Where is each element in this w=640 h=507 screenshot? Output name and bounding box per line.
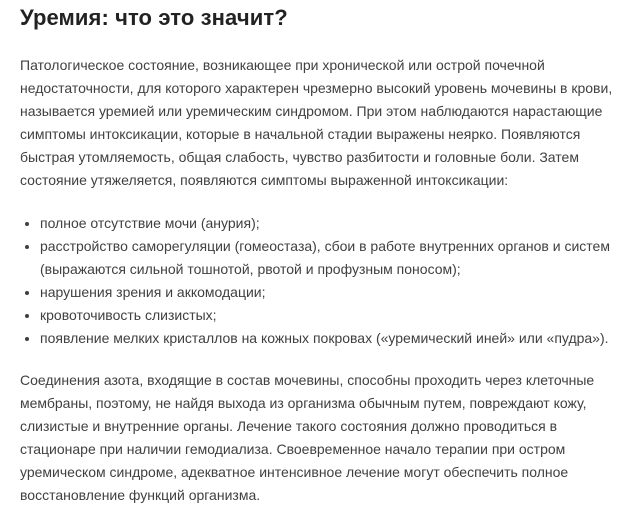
list-item: полное отсутствие мочи (анурия); [20,212,620,235]
list-item: нарушения зрения и аккомодации; [20,281,620,304]
list-item: расстройство саморегуляции (гомеостаза), сбои в работе внутренних органов и систем (выражаются сильной тошнотой, рвотой и профузным поносом); [20,235,620,281]
intro-paragraph: Патологическое состояние, возникающее при хронической или острой почечной недостаточности, для которого характерен чрезмерно высокий уровень мочевины в крови, называется уремией или уремическим синдромом. При этом наблюдаются нарастающие симптомы интоксикации, которые в начальной стадии выражены неярко. Появляются быстрая утомляемость, общая слабость, чувство разбитости и головные боли. Затем состояние утяжеляется, появляются симптомы выраженной интоксикации: [20,57,613,188]
list-item: появление мелких кристаллов на кожных покровах («уремический иней» или «пудра»). [20,327,620,350]
list-item: кровоточивость слизистых; [20,304,620,327]
article-title: Уремия: что это значит? [20,5,288,30]
closing-paragraph: Соединения азота, входящие в состав мочевины, способны проходить через клеточные мембраны, поэтому, не найдя выхода из организма обычным путем, повреждают кожу, слизистые и внутренние органы. Лечение такого состояния должно проводиться в стационаре при наличии гемодиализа. Своевременное начало терапии при остром уремическом синдроме, адекватное интенсивное лечение могут обеспечить полное восстановление функций организма. [20,372,595,503]
symptom-list [20,212,640,350]
